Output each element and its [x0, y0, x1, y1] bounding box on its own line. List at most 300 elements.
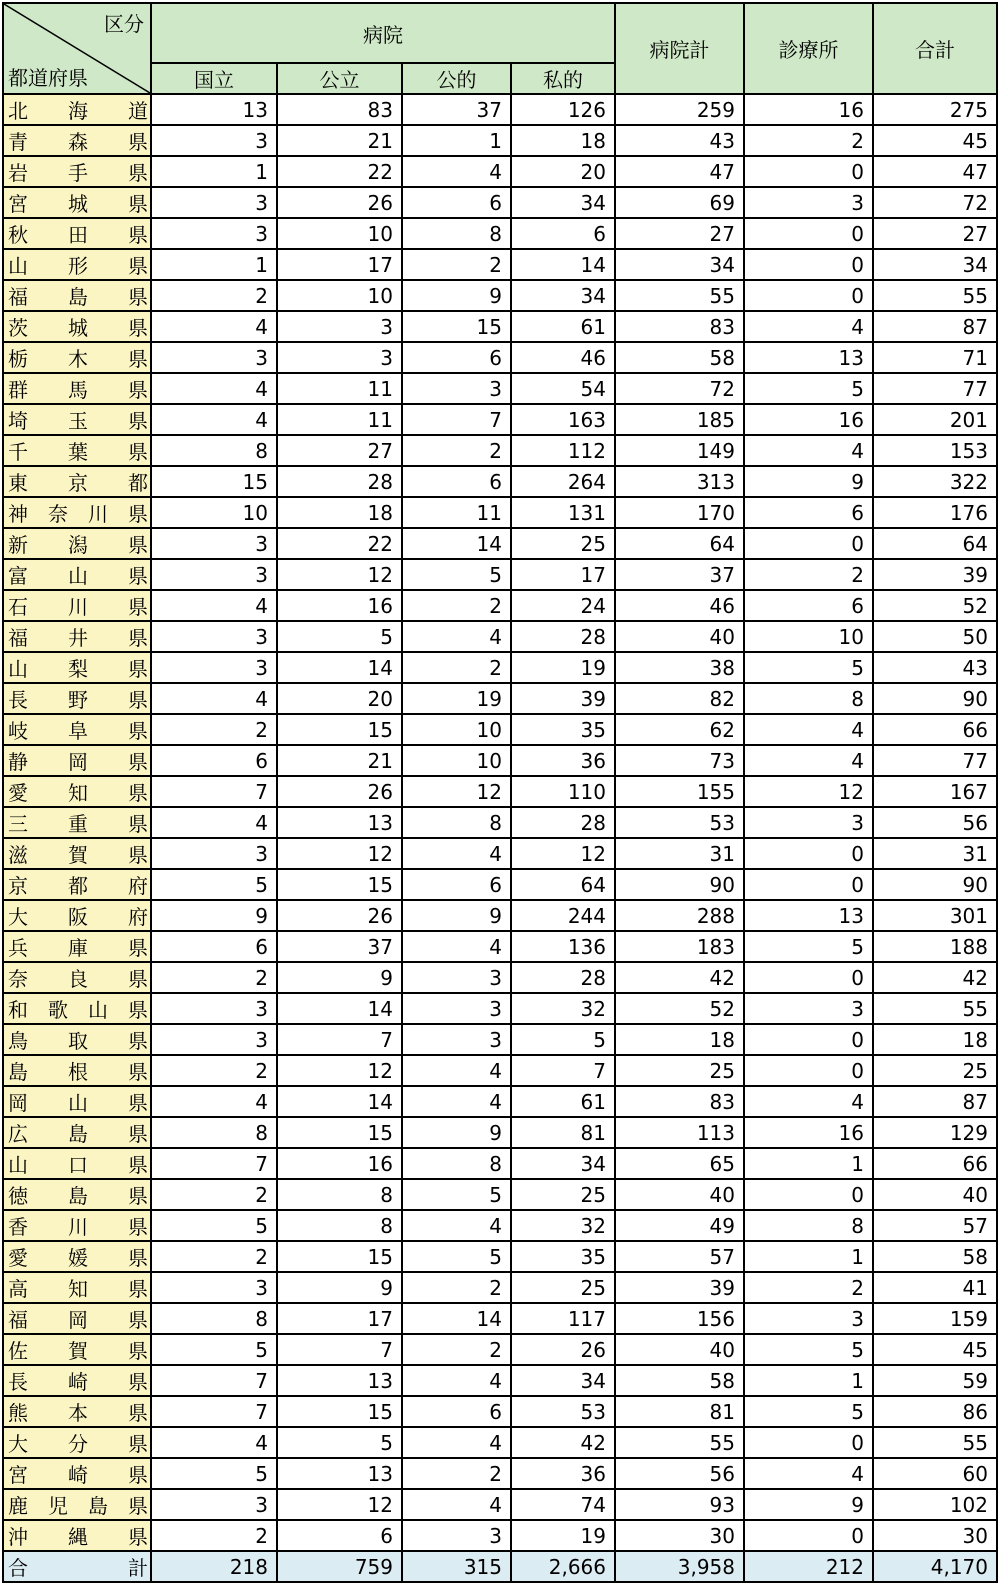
prefecture-cell — [3, 1303, 151, 1334]
semi-public-cell: 8 — [402, 807, 511, 838]
clinic-cell: 16 — [744, 1117, 873, 1148]
national-cell: 7 — [151, 1148, 277, 1179]
public-cell: 26 — [277, 776, 402, 807]
hospital-total-cell: 58 — [615, 1365, 744, 1396]
private-cell: 54 — [511, 373, 615, 404]
prefecture-label: 静岡県 — [8, 750, 148, 774]
prefecture-label: 鹿児島県 — [8, 1494, 148, 1518]
prefecture-cell — [3, 404, 151, 435]
prefecture-cell — [3, 1055, 151, 1086]
public-cell: 13 — [277, 807, 402, 838]
table-row — [3, 838, 997, 869]
grand-total-cell: 18 — [873, 1024, 997, 1055]
semi-public-cell: 15 — [402, 311, 511, 342]
table-row — [3, 807, 997, 838]
private-cell: 35 — [511, 1241, 615, 1272]
hospital-total-cell: 82 — [615, 683, 744, 714]
grand-total-cell: 47 — [873, 156, 997, 187]
hospital-total-cell: 69 — [615, 187, 744, 218]
hospital-total-cell: 27 — [615, 218, 744, 249]
public-cell: 22 — [277, 156, 402, 187]
national-cell: 3 — [151, 652, 277, 683]
grand-total-cell: 176 — [873, 497, 997, 528]
national-cell: 13 — [151, 94, 277, 125]
table-row — [3, 1179, 997, 1210]
table-row — [3, 1086, 997, 1117]
header-private: 私的 — [511, 63, 615, 94]
clinic-cell: 2 — [744, 1272, 873, 1303]
prefecture-label: 奈良県 — [8, 967, 148, 991]
table-row — [3, 683, 997, 714]
clinic-cell: 0 — [744, 869, 873, 900]
prefecture-cell — [3, 1334, 151, 1365]
table-row — [3, 497, 997, 528]
table-row — [3, 1489, 997, 1520]
clinic-cell: 2 — [744, 125, 873, 156]
hospital-total-cell: 56 — [615, 1458, 744, 1489]
prefecture-cell — [3, 1148, 151, 1179]
public-cell: 12 — [277, 559, 402, 590]
prefecture-label: 新潟県 — [8, 533, 148, 557]
national-cell: 15 — [151, 466, 277, 497]
public-cell: 8 — [277, 1210, 402, 1241]
table-row — [3, 1210, 997, 1241]
clinic-cell: 4 — [744, 311, 873, 342]
public-cell: 26 — [277, 187, 402, 218]
private-cell: 131 — [511, 497, 615, 528]
grand-total-cell: 55 — [873, 1427, 997, 1458]
header-national: 国立 — [151, 63, 277, 94]
clinic-cell: 16 — [744, 94, 873, 125]
table-row — [3, 1458, 997, 1489]
prefecture-cell — [3, 931, 151, 962]
semi-public-cell: 2 — [402, 435, 511, 466]
national-cell: 2 — [151, 280, 277, 311]
private-cell: 163 — [511, 404, 615, 435]
semi-public-cell: 2 — [402, 1334, 511, 1365]
prefecture-label: 青森県 — [8, 130, 148, 154]
national-cell: 4 — [151, 683, 277, 714]
grand-total-cell: 102 — [873, 1489, 997, 1520]
grand-total-cell: 275 — [873, 94, 997, 125]
public-cell: 5 — [277, 1427, 402, 1458]
prefecture-cell — [3, 1520, 151, 1551]
private-cell: 24 — [511, 590, 615, 621]
private-cell: 42 — [511, 1427, 615, 1458]
clinic-cell: 0 — [744, 1024, 873, 1055]
public-cell: 15 — [277, 869, 402, 900]
grand-total-cell: 153 — [873, 435, 997, 466]
national-cell: 7 — [151, 1396, 277, 1427]
clinic-cell: 5 — [744, 931, 873, 962]
public-cell: 83 — [277, 94, 402, 125]
clinic-cell: 5 — [744, 1396, 873, 1427]
table-row — [3, 993, 997, 1024]
national-cell: 4 — [151, 373, 277, 404]
prefecture-label: 富山県 — [8, 564, 148, 588]
prefecture-cell — [3, 311, 151, 342]
table-row — [3, 1520, 997, 1551]
private-cell: 2,666 — [511, 1551, 615, 1582]
semi-public-cell: 8 — [402, 1148, 511, 1179]
public-cell: 7 — [277, 1024, 402, 1055]
national-cell: 3 — [151, 342, 277, 373]
national-cell: 2 — [151, 1179, 277, 1210]
hospital-total-cell: 37 — [615, 559, 744, 590]
public-cell: 5 — [277, 621, 402, 652]
national-cell: 3 — [151, 528, 277, 559]
semi-public-cell: 9 — [402, 1117, 511, 1148]
table-row — [3, 218, 997, 249]
national-cell: 10 — [151, 497, 277, 528]
public-cell: 27 — [277, 435, 402, 466]
national-cell: 3 — [151, 218, 277, 249]
prefecture-label: 大阪府 — [8, 905, 148, 929]
prefecture-cell — [3, 683, 151, 714]
private-cell: 112 — [511, 435, 615, 466]
hospital-total-cell: 83 — [615, 1086, 744, 1117]
grand-total-cell: 71 — [873, 342, 997, 373]
prefecture-label: 東京都 — [8, 471, 148, 495]
clinic-cell: 4 — [744, 745, 873, 776]
clinic-cell: 0 — [744, 1427, 873, 1458]
prefecture-label: 岩手県 — [8, 161, 148, 185]
grand-total-cell: 4,170 — [873, 1551, 997, 1582]
semi-public-cell: 4 — [402, 621, 511, 652]
grand-total-cell: 39 — [873, 559, 997, 590]
table-row — [3, 187, 997, 218]
public-cell: 12 — [277, 1489, 402, 1520]
grand-total-cell: 66 — [873, 714, 997, 745]
clinic-cell: 3 — [744, 1303, 873, 1334]
clinic-cell: 0 — [744, 838, 873, 869]
hospital-total-cell: 58 — [615, 342, 744, 373]
public-cell: 28 — [277, 466, 402, 497]
prefecture-cell — [3, 900, 151, 931]
public-cell: 13 — [277, 1365, 402, 1396]
hospital-total-cell: 34 — [615, 249, 744, 280]
hospital-total-cell: 93 — [615, 1489, 744, 1520]
hospital-total-cell: 31 — [615, 838, 744, 869]
hospital-total-cell: 90 — [615, 869, 744, 900]
table-row — [3, 621, 997, 652]
table-row — [3, 528, 997, 559]
semi-public-cell: 3 — [402, 993, 511, 1024]
private-cell: 19 — [511, 652, 615, 683]
clinic-cell: 8 — [744, 683, 873, 714]
private-cell: 28 — [511, 807, 615, 838]
grand-total-cell: 159 — [873, 1303, 997, 1334]
hospital-total-cell: 40 — [615, 1179, 744, 1210]
national-cell: 3 — [151, 993, 277, 1024]
prefecture-cell — [3, 218, 151, 249]
table-row — [3, 404, 997, 435]
private-cell: 28 — [511, 962, 615, 993]
hospital-total-cell: 259 — [615, 94, 744, 125]
table-row — [3, 1117, 997, 1148]
grand-total-cell: 34 — [873, 249, 997, 280]
prefecture-cell — [3, 125, 151, 156]
prefecture-cell — [3, 1458, 151, 1489]
public-cell: 6 — [277, 1520, 402, 1551]
grand-total-cell: 31 — [873, 838, 997, 869]
prefecture-cell — [3, 280, 151, 311]
prefecture-cell — [3, 156, 151, 187]
prefecture-cell — [3, 1117, 151, 1148]
clinic-cell: 16 — [744, 404, 873, 435]
national-cell: 3 — [151, 125, 277, 156]
hospital-total-cell: 30 — [615, 1520, 744, 1551]
grand-total-cell: 90 — [873, 869, 997, 900]
hospital-total-cell: 47 — [615, 156, 744, 187]
private-cell: 34 — [511, 1148, 615, 1179]
prefecture-label: 宮城県 — [8, 192, 148, 216]
hospital-total-cell: 46 — [615, 590, 744, 621]
prefecture-label: 島根県 — [8, 1060, 148, 1084]
prefecture-label: 和歌山県 — [8, 998, 148, 1022]
prefecture-label: 埼玉県 — [8, 409, 148, 433]
table-row — [3, 559, 997, 590]
grand-total-cell: 86 — [873, 1396, 997, 1427]
public-cell: 15 — [277, 1396, 402, 1427]
prefecture-label: 広島県 — [8, 1122, 148, 1146]
national-cell: 4 — [151, 807, 277, 838]
semi-public-cell: 2 — [402, 1458, 511, 1489]
private-cell: 6 — [511, 218, 615, 249]
grand-total-cell: 87 — [873, 311, 997, 342]
prefecture-label: 長野県 — [8, 688, 148, 712]
public-cell: 14 — [277, 652, 402, 683]
national-cell: 3 — [151, 1024, 277, 1055]
prefecture-label: 愛媛県 — [8, 1246, 148, 1270]
prefecture-label: 滋賀県 — [8, 843, 148, 867]
private-cell: 264 — [511, 466, 615, 497]
prefecture-label: 福島県 — [8, 285, 148, 309]
private-cell: 25 — [511, 1179, 615, 1210]
clinic-cell: 9 — [744, 1489, 873, 1520]
national-cell: 5 — [151, 1210, 277, 1241]
prefecture-label: 長崎県 — [8, 1370, 148, 1394]
public-cell: 9 — [277, 1272, 402, 1303]
national-cell: 5 — [151, 1458, 277, 1489]
table-row — [3, 249, 997, 280]
table-row — [3, 900, 997, 931]
prefecture-cell — [3, 249, 151, 280]
prefecture-label: 千葉県 — [8, 440, 148, 464]
public-cell: 16 — [277, 590, 402, 621]
semi-public-cell: 6 — [402, 466, 511, 497]
semi-public-cell: 3 — [402, 962, 511, 993]
clinic-cell: 0 — [744, 156, 873, 187]
private-cell: 39 — [511, 683, 615, 714]
prefecture-cell — [3, 1210, 151, 1241]
clinic-cell: 3 — [744, 807, 873, 838]
prefecture-cell — [3, 1489, 151, 1520]
private-cell: 117 — [511, 1303, 615, 1334]
semi-public-cell: 4 — [402, 156, 511, 187]
clinic-cell: 3 — [744, 993, 873, 1024]
grand-total-cell: 188 — [873, 931, 997, 962]
table-row — [3, 466, 997, 497]
semi-public-cell: 5 — [402, 559, 511, 590]
hospital-total-cell: 18 — [615, 1024, 744, 1055]
hospital-total-cell: 170 — [615, 497, 744, 528]
clinic-cell: 0 — [744, 528, 873, 559]
table-row — [3, 962, 997, 993]
semi-public-cell: 5 — [402, 1241, 511, 1272]
table-row — [3, 869, 997, 900]
clinic-cell: 5 — [744, 652, 873, 683]
corner-label-prefecture: 都道府県 — [8, 66, 88, 90]
hospital-total-cell: 72 — [615, 373, 744, 404]
prefecture-cell — [3, 435, 151, 466]
prefecture-cell — [3, 1365, 151, 1396]
grand-total-cell: 56 — [873, 807, 997, 838]
national-cell: 2 — [151, 1241, 277, 1272]
national-cell: 4 — [151, 1086, 277, 1117]
private-cell: 14 — [511, 249, 615, 280]
semi-public-cell: 19 — [402, 683, 511, 714]
table-row — [3, 1024, 997, 1055]
table-row — [3, 1055, 997, 1086]
hospital-total-cell: 52 — [615, 993, 744, 1024]
semi-public-cell: 3 — [402, 1520, 511, 1551]
private-cell: 20 — [511, 156, 615, 187]
prefecture-cell — [3, 1024, 151, 1055]
national-cell: 2 — [151, 714, 277, 745]
prefecture-cell — [3, 1551, 151, 1582]
prefecture-cell — [3, 652, 151, 683]
hospital-total-cell: 65 — [615, 1148, 744, 1179]
public-cell: 10 — [277, 280, 402, 311]
clinic-cell: 4 — [744, 1458, 873, 1489]
public-cell: 15 — [277, 1117, 402, 1148]
public-cell: 3 — [277, 342, 402, 373]
public-cell: 12 — [277, 1055, 402, 1086]
national-cell: 5 — [151, 869, 277, 900]
hospital-total-cell: 149 — [615, 435, 744, 466]
prefecture-label: 石川県 — [8, 595, 148, 619]
prefecture-label: 三重県 — [8, 812, 148, 836]
table-row — [3, 94, 997, 125]
prefecture-cell — [3, 1086, 151, 1117]
national-cell: 7 — [151, 1365, 277, 1396]
table-row — [3, 931, 997, 962]
semi-public-cell: 2 — [402, 1272, 511, 1303]
clinic-cell: 6 — [744, 590, 873, 621]
prefecture-cell — [3, 1427, 151, 1458]
public-cell: 13 — [277, 1458, 402, 1489]
clinic-cell: 1 — [744, 1365, 873, 1396]
private-cell: 35 — [511, 714, 615, 745]
semi-public-cell: 3 — [402, 1024, 511, 1055]
grand-total-cell: 25 — [873, 1055, 997, 1086]
semi-public-cell: 14 — [402, 528, 511, 559]
prefecture-cell — [3, 1272, 151, 1303]
grand-total-cell: 167 — [873, 776, 997, 807]
national-cell: 4 — [151, 311, 277, 342]
clinic-cell: 5 — [744, 1334, 873, 1365]
total-row — [3, 1551, 997, 1582]
semi-public-cell: 5 — [402, 1179, 511, 1210]
public-cell: 26 — [277, 900, 402, 931]
semi-public-cell: 4 — [402, 1427, 511, 1458]
public-cell: 12 — [277, 838, 402, 869]
semi-public-cell: 9 — [402, 280, 511, 311]
national-cell: 6 — [151, 745, 277, 776]
private-cell: 18 — [511, 125, 615, 156]
prefecture-label: 高知県 — [8, 1277, 148, 1301]
grand-total-cell: 52 — [873, 590, 997, 621]
grand-total-cell: 41 — [873, 1272, 997, 1303]
prefecture-label: 群馬県 — [8, 378, 148, 402]
table-row — [3, 156, 997, 187]
private-cell: 61 — [511, 311, 615, 342]
prefecture-cell — [3, 497, 151, 528]
national-cell: 4 — [151, 590, 277, 621]
private-cell: 17 — [511, 559, 615, 590]
semi-public-cell: 10 — [402, 745, 511, 776]
prefecture-label: 愛知県 — [8, 781, 148, 805]
table-row — [3, 652, 997, 683]
clinic-cell: 5 — [744, 373, 873, 404]
national-cell: 2 — [151, 962, 277, 993]
hospital-total-cell: 25 — [615, 1055, 744, 1086]
public-cell: 17 — [277, 249, 402, 280]
national-cell: 3 — [151, 838, 277, 869]
prefecture-label: 山口県 — [8, 1153, 148, 1177]
prefecture-label: 香川県 — [8, 1215, 148, 1239]
prefecture-label: 熊本県 — [8, 1401, 148, 1425]
private-cell: 34 — [511, 187, 615, 218]
grand-total-cell: 60 — [873, 1458, 997, 1489]
prefecture-cell — [3, 559, 151, 590]
semi-public-cell: 4 — [402, 1489, 511, 1520]
prefecture-cell — [3, 94, 151, 125]
semi-public-cell: 4 — [402, 931, 511, 962]
private-cell: 26 — [511, 1334, 615, 1365]
grand-total-cell: 57 — [873, 1210, 997, 1241]
hospital-total-cell: 55 — [615, 280, 744, 311]
national-cell: 3 — [151, 1272, 277, 1303]
national-cell: 2 — [151, 1520, 277, 1551]
private-cell: 36 — [511, 745, 615, 776]
public-cell: 21 — [277, 125, 402, 156]
national-cell: 5 — [151, 1334, 277, 1365]
header-semi-public: 公的 — [402, 63, 511, 94]
semi-public-cell: 4 — [402, 1086, 511, 1117]
semi-public-cell: 7 — [402, 404, 511, 435]
public-cell: 759 — [277, 1551, 402, 1582]
public-cell: 37 — [277, 931, 402, 962]
prefecture-cell — [3, 962, 151, 993]
hospital-total-cell: 156 — [615, 1303, 744, 1334]
national-cell: 3 — [151, 621, 277, 652]
private-cell: 32 — [511, 1210, 615, 1241]
prefecture-cell — [3, 373, 151, 404]
prefecture-cell — [3, 621, 151, 652]
clinic-cell: 9 — [744, 466, 873, 497]
prefecture-cell — [3, 466, 151, 497]
grand-total-cell: 45 — [873, 125, 997, 156]
header-corner — [3, 3, 151, 94]
public-cell: 14 — [277, 993, 402, 1024]
header-hospital-total: 病院計 — [615, 3, 744, 94]
table-row — [3, 1334, 997, 1365]
prefecture-cell — [3, 1241, 151, 1272]
semi-public-cell: 6 — [402, 342, 511, 373]
prefecture-label: 栃木県 — [8, 347, 148, 371]
